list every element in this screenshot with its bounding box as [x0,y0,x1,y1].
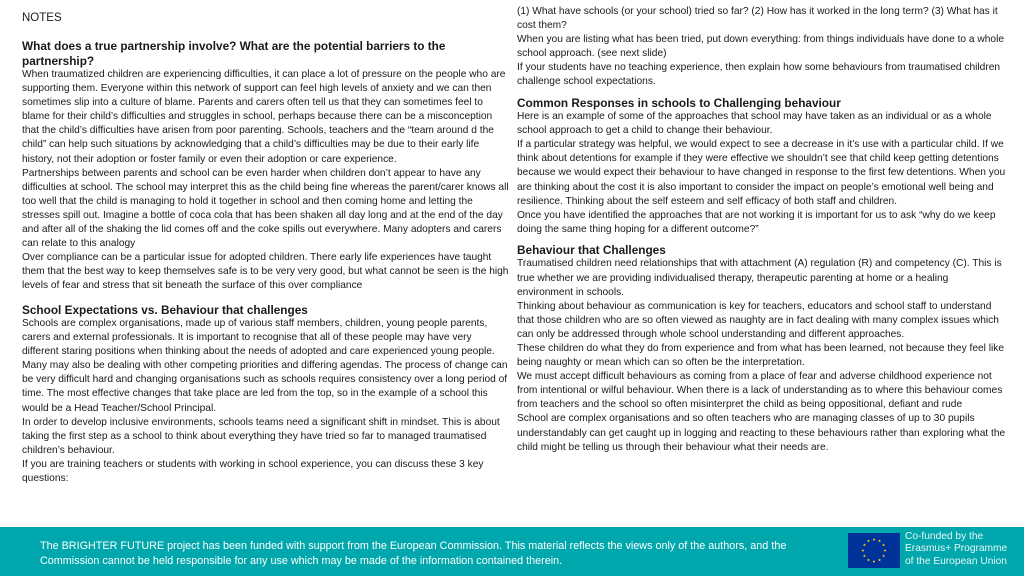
funding-disclaimer: The BRIGHTER FUTURE project has been funded with support from the European Commission. This material reflects the views only of the authors, and the Commission cannot be held responsible for any use which may be made of the information contained therein. [40,540,787,567]
notes-paragraph: These children do what they do from experience and from what has been learned, not because they feel like being naughty or mean which can so often be the interpretation. [517,342,1005,369]
eu-label-line: Co-funded by the [905,531,984,542]
notes-paragraph: Over compliance can be a particular issue for adopted children. There early life experiences have taught them that the best way to keep themselves safe is to be very very good, but what cannot be seen is the high levels of fear and stress that sit beneath the surface of this over compliance [22,252,509,292]
notes-paragraph: (1) What have schools (or your school) tried so far? (2) How has it worked in the long term? (3) What has it cost them? [517,6,998,32]
eu-cofunded-label [905,531,1007,568]
common-responses-heading: Common Responses in schools to Challenging behaviour [517,95,841,110]
notes-paragraph: If a particular strategy was helpful, we would expect to see a decrease in it’s use with a particular child. If we think about detentions for example if they were effective we shouldn’t see that child keep getting detentions because we would expect their behaviour to have changed in response to the first few detentions. When you are thinking about the cost it is also important to consider the impact on people’s emotional well being and resilience. Thinking about the self esteem and self efficacy of both staff and children. [517,139,1006,207]
partnership-heading: What does a true partnership involve? What are the potential barriers to the partnership? [22,39,446,68]
eu-label-line: of the European Union [905,555,1007,567]
behaviour-challenges-heading: Behaviour that Challenges [517,242,666,257]
notes-paragraph: School are complex organisations and so often teachers who are managing classes of up to 30 pupils understandably can get caught up in logging and reacting to these behaviours rather than exploring what the child might be telling us through their behaviour what their needs are. [517,413,1006,453]
eu-label-line: Erasmus+ Programme [905,543,1008,555]
right-notes-column [517,0,1007,455]
left-notes-column [22,0,510,486]
eu-flag-icon [848,533,900,568]
notes-paragraph: Here is an example of some of the approaches that school may have taken as an individual or as a whole school approach to get a child to change their behaviour. [517,111,992,137]
notes-paragraph: When traumatized children are experiencing difficulties, it can place a lot of pressure on the people who are supporting them. Everyone within this network of support can feel high levels of anxiety and we can then sometimes slip into a culture of blame. Parents and carers often tell us that they can sometimes feel to blame for their child’s difficulties and struggles in school, perhaps because there can be a misconception that the child’s difficulties have arisen from poor parenting. Schools, teachers and the “team around d the child” can help such situations by acknowledging that a child’s difficulties may be due to their early life history, not their adoption or foster family or even their adoption or care experience. [22,69,506,165]
notes-paragraph: In order to develop inclusive environments, schools teams need a significant shift in mindset. This is about taking the first step as a school to think about everything they have tried so far to managed traumatised children’s behaviour. [22,416,500,456]
notes-paragraph: Traumatised children need relationships that with attachment (A) regulation (R) and competency (C). This is true whether we are providing individualised therapy, therapeutic parenting at home or a healing environment in schools. [517,258,1002,298]
notes-label: NOTES [22,12,62,24]
notes-paragraph: Once you have identified the approaches that are not working it is important for us to ask “why do we keep doing the same thing hoping for a different outcome?” [517,209,996,235]
school-expectations-heading: School Expectations vs. Behaviour that challenges [22,302,308,317]
notes-paragraph: Partnerships between parents and school can be even harder when children don’t appear to have any difficulties at school. The school may interpret this as the child being fine whereas the parent/carer knows all too well that the child is managing to hold it together in school and then coming home and letting the stresses spill out. Imagine a bottle of coca cola that has been shaken all day long and at the end of the day and after all of the shaking the lid comes off and the coke spills out everywhere. Many adopters and carers can relate to this analogy [22,167,509,250]
notes-paragraph: If you are training teachers or students with working in school experience, you can discuss these 3 key questions: [22,458,484,485]
notes-paragraph: Schools are complex organisations, made up of various staff members, children, young people parents, carers and external professionals. It is important to recognise that all of these people may have very different staring positions when thinking about the needs of adopted and care experienced young people. Many may also be dealing with other competing priorities and differing agendas. The process of change can be very difficult hard and changing organisations such as schools requires consistency over a long period of time. The most effective changes that take place are led from the top, so in the example of a school this would be a Head Teacher/School Principal. [22,318,508,414]
notes-paragraph: When you are listing what has been tried, put down everything: from things individuals have done to a whole school approach. (see next slide) [517,34,1005,60]
notes-paragraph: Thinking about behaviour as communication is key for teachers, educators and school staff to understand that those children who are so often viewed as naughty are in fact dealing with many complex issues which can only be addressed through whole school understanding and different approaches. [517,300,999,340]
notes-paragraph: We must accept difficult behaviours as coming from a place of fear and adverse childhood experience not from intentional or wilful behaviour. When there is a lack of understanding as to where this behaviour comes from teachers and the school so often misinterpret the child as being oppositional, defiant and rude [517,371,1003,411]
notes-paragraph: If your students have no teaching experience, then explain how some behaviours from traumatised children challenge school expectations. [517,62,1001,88]
